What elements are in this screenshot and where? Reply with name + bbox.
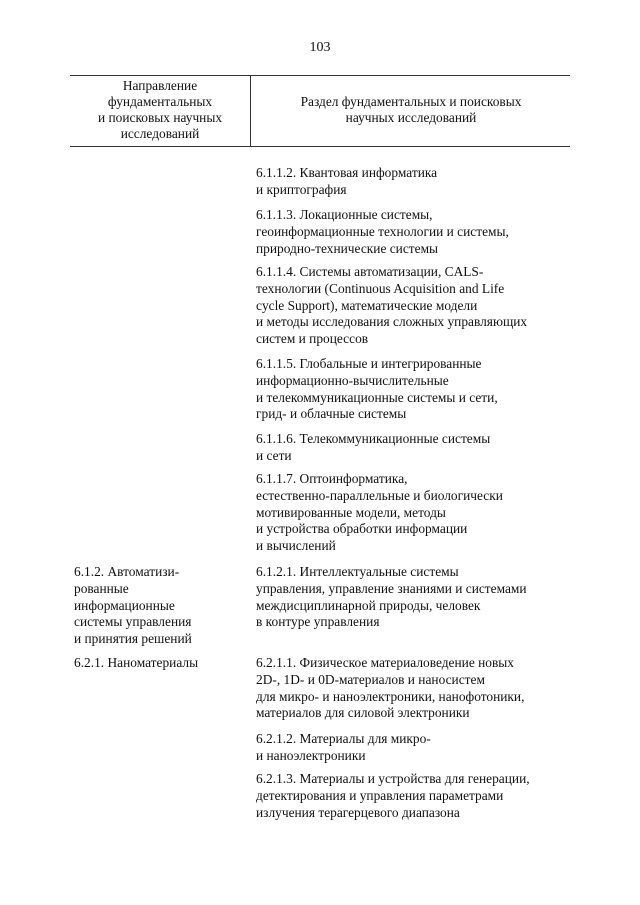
table-row-section: 6.2.1.2. Материалы для микро- и наноэлектроники [256,731,431,763]
page-number: 103 [309,40,331,55]
header-direction: Направление фундаментальных и поисковых научных исследований [97,78,223,141]
table-row-section: 6.1.1.6. Телекоммуникационные системы и сети [256,431,491,463]
table-row-section: 6.1.1.5. Глобальные и интегрированные информационно-вычислительные и телекоммуникационные системы и сети, грид- и облачные системы [256,356,498,422]
table-row-section: 6.1.2.1. Интеллектуальные системы управления, управление знаниями и системами междисциплинарной природы, человек в контуре управления [256,564,527,630]
table-row-section: 6.1.1.2. Квантовая информатика и криптография [256,165,438,197]
table-top-border [70,75,570,76]
table-row-direction: 6.1.2. Автоматизи- рованные информационные системы управления и принятия решений [74,564,192,647]
table-row-section: 6.2.1.3. Материалы и устройства для генерации, детектирования и управления параметрами излучения терагерцевого диапазона [256,771,530,820]
table-row-section: 6.1.1.4. Системы автоматизации, CALS- технологии (Continuous Acquisition and Life cycle Support), математические модели и методы исследования сложных управляющих систем и процессов [256,264,528,347]
table-header-divider [250,75,251,146]
table-row-section: 6.1.1.7. Оптоинформатика, естественно-параллельные и биологически мотивированные модели, методы и устройства обработки информации и вычислений [256,471,503,554]
table-row-section: 6.1.1.3. Локационные системы, геоинформационные технологии и системы, природно-технические системы [256,207,509,256]
table-row-section: 6.2.1.1. Физическое материаловедение новых 2D-, 1D- и 0D-материалов и наносистем для микро- и наноэлектроники, нанофотоники, материалов для силовой электроники [256,655,525,721]
table-row-direction: 6.2.1. Наноматериалы [74,655,199,670]
header-section: Раздел фундаментальных и поисковых научных исследований [300,94,522,125]
table-header-bottom-border [70,146,570,147]
